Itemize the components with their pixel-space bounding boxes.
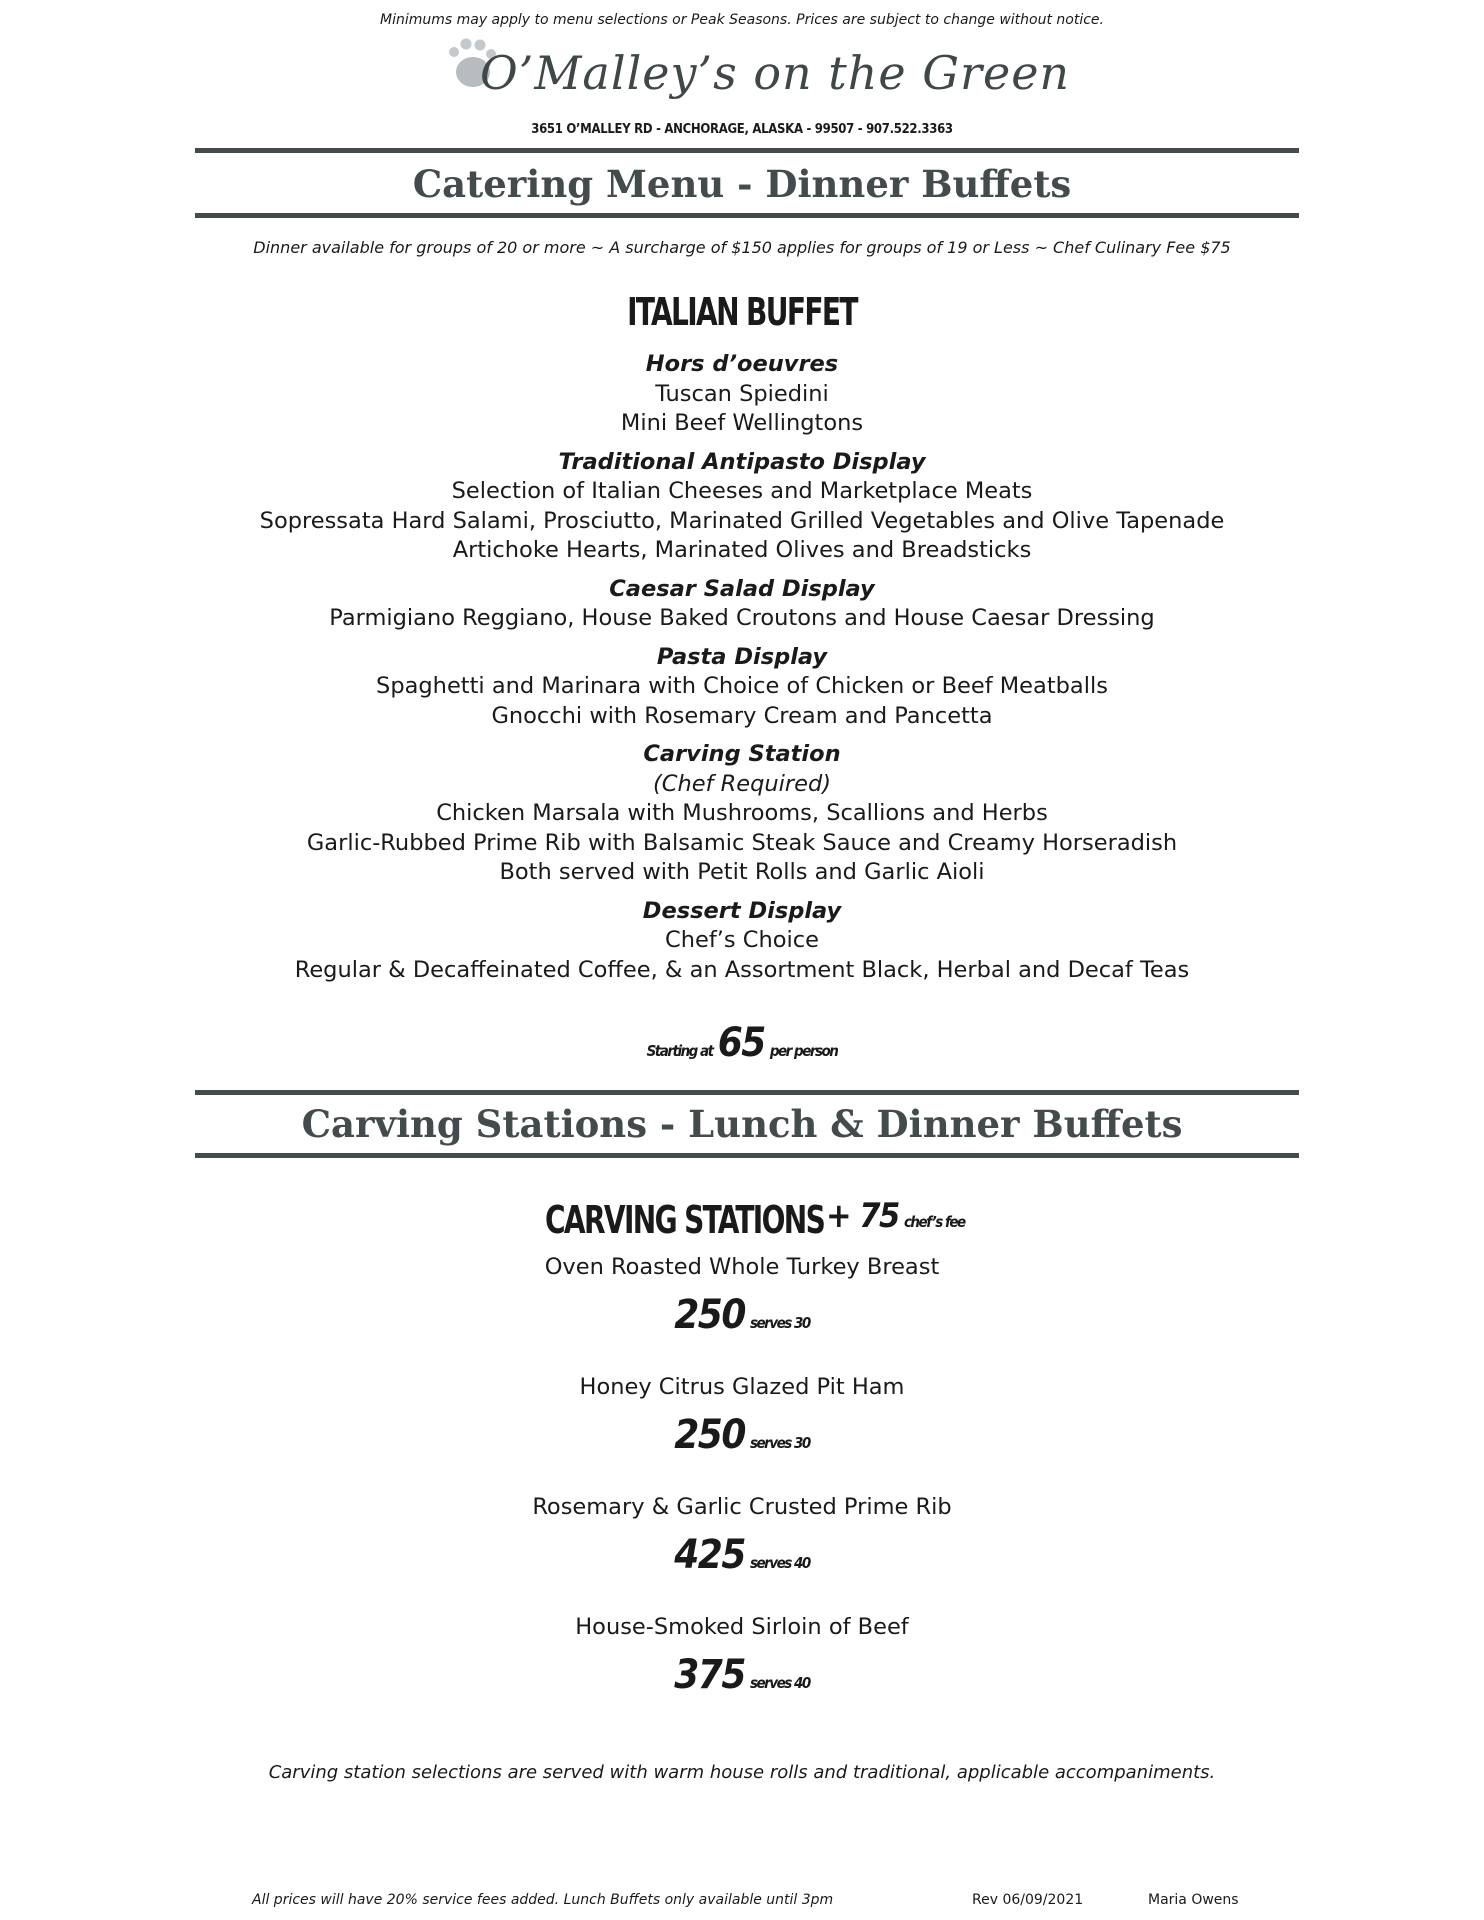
menu-section: [0, 448, 1484, 566]
divider-top: [195, 148, 1299, 153]
price-amount: 65: [717, 1020, 765, 1066]
station-item-name: Rosemary & Garlic Crusted Prime Rib: [532, 1494, 952, 1520]
menu-item: Spaghetti and Marinara with Choice of Chicken or Beef Meatballs: [376, 673, 1108, 699]
menu-section: [0, 350, 1484, 439]
logo-text: O’Malley’s on the Green: [480, 46, 1071, 100]
menu-item: Garlic-Rubbed Prime Rib with Balsamic Steak Sauce and Creamy Horseradish: [306, 829, 1178, 856]
station-item-price: [0, 1532, 1484, 1578]
menu-item: Tuscan Spiedini: [655, 380, 829, 407]
menu-item: Regular & Decaffeinated Coffee, & an Assortment Black, Herbal and Decaf Teas: [294, 956, 1190, 983]
availability-note: Dinner available for groups of 20 or more ~ A surcharge of $150 applies for groups of 19 or Less ~ Chef Culinary Fee $75: [253, 238, 1231, 257]
divider: [195, 1153, 1299, 1158]
carving-note: Carving station selections are served with warm house rolls and traditional, applicable accompaniments.: [268, 1762, 1216, 1783]
menu-item: Chicken Marsala with Mushrooms, Scallions and Herbs: [436, 800, 1048, 826]
footer-author: Maria Owens: [1148, 1892, 1239, 1908]
station-item-name: Oven Roasted Whole Turkey Breast: [544, 1254, 940, 1280]
menu-section-note: (Chef Required): [652, 770, 832, 797]
menu-item: Sopressata Hard Salami, Prosciutto, Marinated Grilled Vegetables and Olive Tapenade: [259, 507, 1225, 534]
station-item-price: [0, 1652, 1484, 1698]
chef-fee-amount: + 75: [826, 1196, 899, 1236]
station-serves: serves 40: [749, 1674, 810, 1692]
stations-title: CARVING STATIONS: [545, 1198, 825, 1242]
menu-section-heading: Caesar Salad Display: [609, 575, 875, 602]
station-item-name: House-Smoked Sirloin of Beef: [575, 1614, 909, 1640]
menu-section-heading: Traditional Antipasto Display: [558, 448, 926, 475]
menu-item: Both served with Petit Rolls and Garlic Aioli: [499, 859, 985, 885]
station-serves: serves 40: [749, 1554, 810, 1572]
menu-section-heading: Carving Station: [643, 741, 841, 767]
footer-service-note: All prices will have 20% service fees added. Lunch Buffets only available until 3pm: [252, 1892, 834, 1908]
station-price-amount: 425: [674, 1532, 745, 1578]
divider: [195, 1090, 1299, 1095]
footer-revision: Rev 06/09/2021: [972, 1892, 1084, 1908]
buffet-title: ITALIAN BUFFET: [627, 290, 857, 334]
station-serves: serves 30: [749, 1314, 810, 1332]
menu-item: Artichoke Hearts, Marinated Olives and Breadsticks: [452, 537, 1032, 563]
top-note: Minimums may apply to menu selections or Peak Seasons. Prices are subject to change without notice.: [379, 12, 1104, 28]
menu-section: [0, 575, 1484, 634]
station-price-amount: 250: [674, 1292, 745, 1338]
menu-item: Parmigiano Reggiano, House Baked Croutons and House Caesar Dressing: [329, 605, 1155, 631]
menu-section-heading: Pasta Display: [656, 643, 828, 670]
chef-fee: [826, 1196, 965, 1236]
menu-item: Selection of Italian Cheeses and Marketplace Meats: [451, 478, 1033, 504]
station-item-price: [0, 1412, 1484, 1458]
menu-item: Gnocchi with Rosemary Cream and Pancetta: [491, 702, 993, 729]
chef-fee-label: chef’s fee: [903, 1213, 965, 1231]
menu-section: [0, 740, 1484, 888]
menu-list: [0, 350, 1484, 994]
price-suffix: per person: [769, 1042, 838, 1060]
menu-section-heading: Dessert Display: [642, 897, 842, 924]
menu-section: [0, 643, 1484, 732]
dinner-section-title: Catering Menu - Dinner Buffets: [412, 162, 1072, 206]
station-item-name: Honey Citrus Glazed Pit Ham: [579, 1374, 905, 1400]
address: 3651 O’MALLEY RD - ANCHORAGE, ALASKA - 99507 - 907.522.3363: [531, 122, 953, 137]
price-prefix: Starting at: [646, 1042, 713, 1060]
menu-item: Chef’s Choice: [665, 927, 819, 953]
divider: [195, 213, 1299, 218]
station-price-amount: 375: [674, 1652, 745, 1698]
station-item-price: [0, 1292, 1484, 1338]
menu-item: Mini Beef Wellingtons: [620, 410, 864, 436]
logo: [440, 36, 1071, 116]
buffet-price: [0, 1020, 1484, 1066]
menu-section: [0, 897, 1484, 986]
carving-section-title: Carving Stations - Lunch & Dinner Buffets: [301, 1102, 1183, 1146]
menu-section-heading: Hors d’oeuvres: [645, 351, 839, 377]
station-price-amount: 250: [674, 1412, 745, 1458]
station-serves: serves 30: [749, 1434, 810, 1452]
